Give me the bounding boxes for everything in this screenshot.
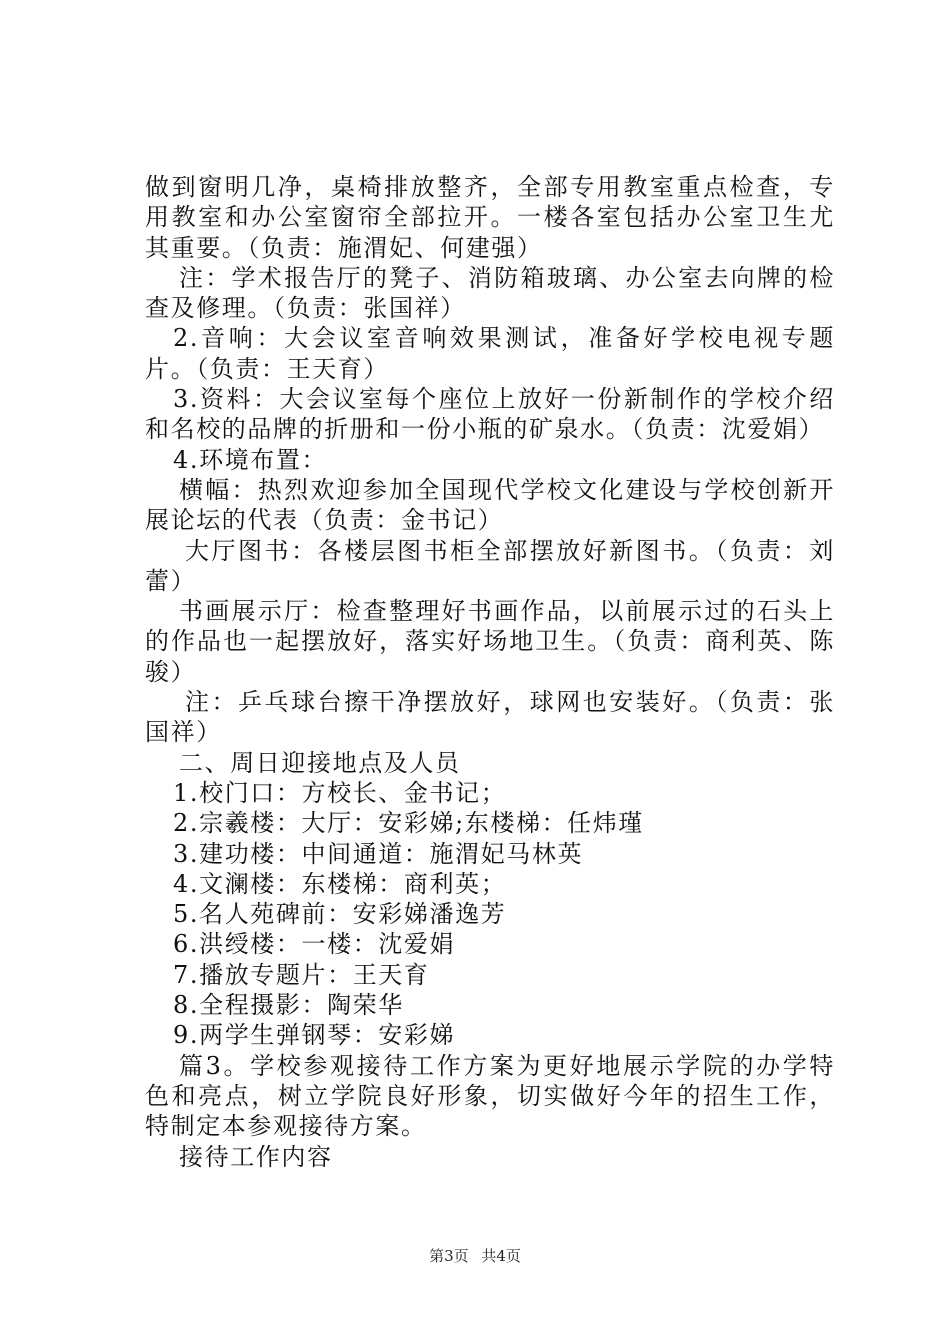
paragraph: 注：学术报告厅的凳子、消防箱玻璃、办公室去向牌的检查及修理。（负责：张国祥） <box>145 263 835 323</box>
paragraph: 篇3。学校参观接待工作方案为更好地展示学院的办学特色和亮点，树立学院良好形象，切实做好今年的招生工作，特制定本参观接待方案。 <box>145 1051 835 1141</box>
paragraph: 2.宗羲楼：大厅：安彩娣;东楼梯：任炜瑾 <box>173 809 644 838</box>
paragraph: 书画展示厅：检查整理好书画作品，以前展示过的石头上的作品也一起摆放好，落实好场地卫生。（负责：商利英、陈骏） <box>145 597 835 686</box>
paragraph: 大厅图书：各楼层图书柜全部摆放好新图书。（负责：刘蕾） <box>145 536 835 595</box>
paragraph: 二、周日迎接地点及人员 <box>179 748 461 777</box>
paragraph: 6.洪绶楼：一楼：沈爱娟 <box>173 930 456 959</box>
document-body <box>145 172 835 1172</box>
page-footer <box>0 1245 950 1266</box>
paragraph: 7.播放专题片：王天育 <box>173 960 430 989</box>
page-number: 第3页 <box>429 1247 469 1265</box>
paragraph: 8.全程摄影：陶荣华 <box>173 991 404 1020</box>
paragraph: 5.名人苑碑前：安彩娣潘逸芳 <box>173 900 507 929</box>
paragraph: 做到窗明几净，桌椅排放整齐，全部专用教室重点检查，专用教室和办公室窗帘全部拉开。一楼各室包括办公室卫生尤其重要。（负责：施渭妃、何建强） <box>145 173 835 262</box>
paragraph: 4.文澜楼：东楼梯：商利英； <box>173 869 507 898</box>
paragraph: 接待工作内容 <box>179 1142 333 1171</box>
paragraph: 2.音响：大会议室音响效果测试，准备好学校电视专题片。（负责：王天育） <box>145 324 835 383</box>
paragraph: 9.两学生弹钢琴：安彩娣 <box>173 1021 456 1050</box>
paragraph: 3.建功楼：中间通道：施渭妃马林英 <box>173 839 584 868</box>
page-total: 共4页 <box>481 1247 521 1265</box>
paragraph: 注：乒乓球台擦干净摆放好，球网也安装好。（负责：张国祥） <box>145 688 835 747</box>
paragraph: 3.资料：大会议室每个座位上放好一份新制作的学校介绍和名校的品牌的折册和一份小瓶的矿泉水。（负责：沈爱娟） <box>145 385 835 444</box>
paragraph: 横幅：热烈欢迎参加全国现代学校文化建设与学校创新开展论坛的代表（负责：金书记） <box>145 475 835 535</box>
paragraph: 4.环境布置： <box>173 445 328 474</box>
paragraph: 1.校门口：方校长、金书记； <box>173 778 507 807</box>
